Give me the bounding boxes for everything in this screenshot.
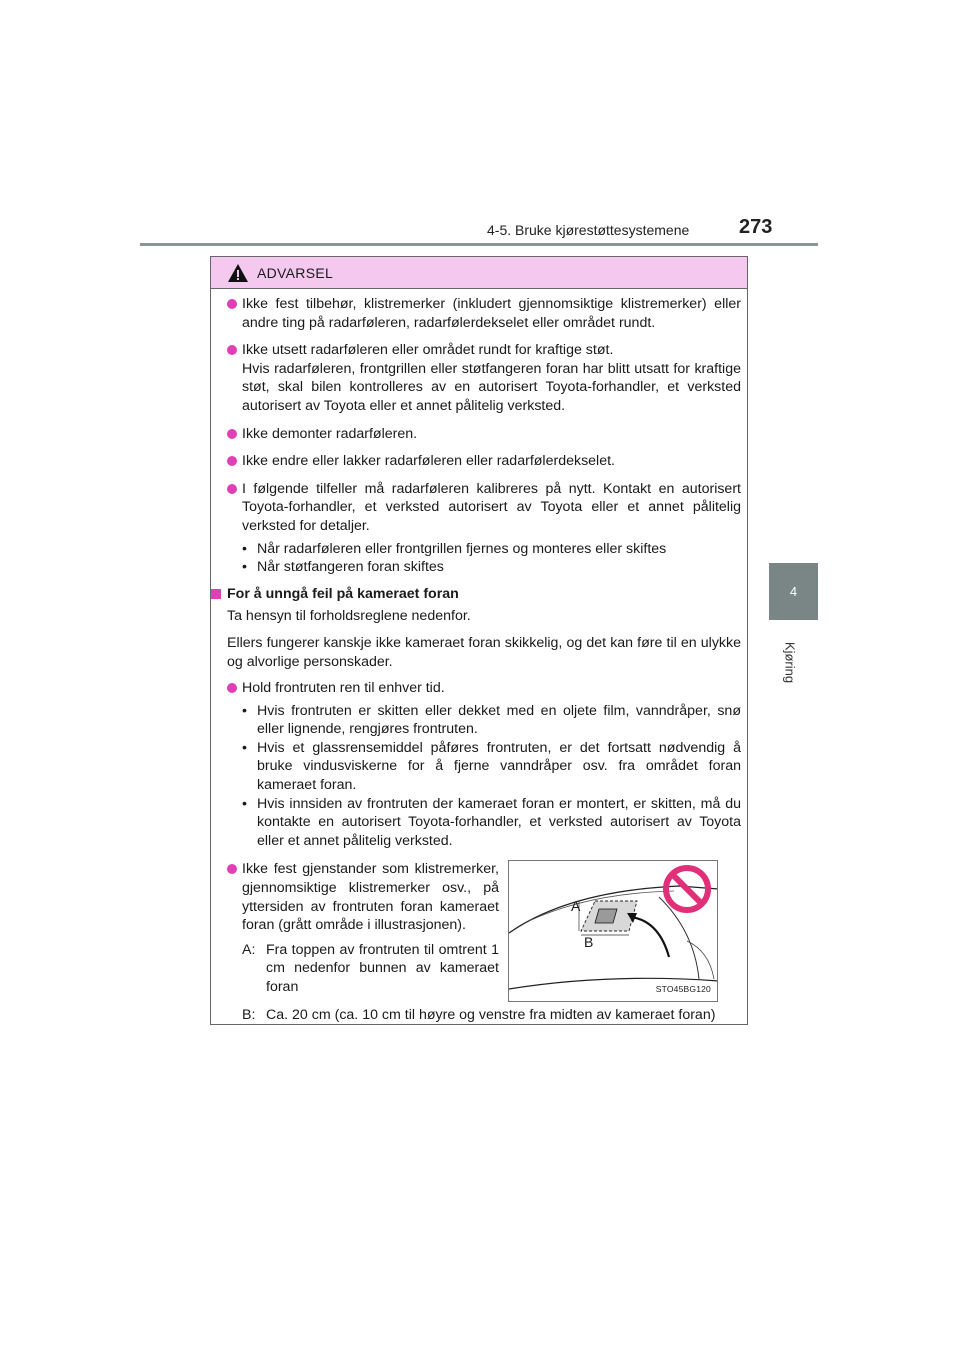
section-paragraph: Ellers fungerer kanskje ikke kameraet foran skikkelig, og det kan føre til en ulykke og alvorlige personskader. bbox=[227, 634, 741, 670]
warning-item: Ikke demonter radarføleren. bbox=[227, 425, 741, 444]
chapter-tab bbox=[769, 563, 818, 620]
bullet-icon bbox=[227, 429, 237, 439]
bullet-icon bbox=[227, 683, 237, 693]
warning-triangle-icon bbox=[227, 263, 249, 283]
chapter-label: Kjøring bbox=[782, 641, 798, 684]
bullet-icon bbox=[227, 456, 237, 466]
definition-a: A: Fra toppen av frontruten til omtrent 1 cm nedenfor bunnen av kameraet foran bbox=[242, 941, 499, 995]
sub-list-item: • Hvis frontruten er skitten eller dekket med en oljete film, vanndråper, snø eller lignende, rengjøres frontruten. bbox=[242, 702, 741, 738]
bullet-icon bbox=[227, 299, 237, 309]
warning-header bbox=[211, 257, 747, 289]
page-number: 273 bbox=[739, 216, 773, 238]
warning-item: Ikke endre eller lakker radarføleren eller radarfølerdekselet. bbox=[227, 452, 741, 471]
warning-item: I følgende tilfeller må radarføleren kalibreres på nytt. Kontakt en autorisert Toyota-forhandler, et verksted autorisert av Toyota eller et annet pålitelig verksted for detaljer. bbox=[227, 480, 741, 536]
figure-code: STO45BG120 bbox=[655, 983, 711, 994]
clean-windshield-item: Hold frontruten ren til enhver tid. bbox=[227, 679, 741, 698]
warning-content bbox=[227, 295, 741, 1025]
warning-title: ADVARSEL bbox=[257, 264, 334, 281]
figure-label-b: B bbox=[584, 934, 594, 951]
bullet-icon bbox=[227, 484, 237, 494]
calibration-sub-list bbox=[227, 540, 741, 577]
sticker-block bbox=[227, 860, 741, 1000]
chapter-number: 4 bbox=[789, 584, 798, 599]
bullet-icon bbox=[227, 345, 237, 355]
warning-box bbox=[210, 256, 748, 1025]
windshield-illustration bbox=[508, 860, 718, 1002]
sub-list-item: • Hvis et glassrensemiddel påføres frontruten, er det fortsatt nødvendig å bruke vindusviskerne for å fjerne vanndråper osv. fra området foran kameraet foran. bbox=[242, 739, 741, 794]
header-divider bbox=[140, 243, 818, 246]
section-paragraph: Ta hensyn til forholdsreglene nedenfor. bbox=[227, 608, 471, 625]
sticker-text bbox=[227, 860, 499, 996]
warning-item: Ikke fest tilbehør, klistremerker (inkludert gjennomsiktige klistremerker) eller andre ting på radarføleren, radarfølerdekselet eller området rundt. bbox=[227, 295, 741, 332]
bullet-icon bbox=[227, 864, 237, 874]
sub-list-item: • Når støtfangeren foran skiftes bbox=[242, 559, 444, 576]
sub-list-item: • Hvis innsiden av frontruten der kameraet foran er montert, er skitten, må du kontakte en autorisert Toyota-forhandler, et verksted autorisert av Toyota eller et annet pålitelig verksted. bbox=[242, 795, 741, 849]
section-square-icon bbox=[211, 589, 221, 599]
sticker-item: Ikke fest gjenstander som klistremerker, gjennomsiktige klistremerker osv., på yttersiden av frontruten foran kameraet foran (grått område i illustrasjonen). bbox=[227, 860, 499, 934]
header-section-title: 4-5. Bruke kjørestøttesystemene bbox=[487, 222, 690, 238]
definition-b: B: Ca. 20 cm (ca. 10 cm til høyre og venstre fra midten av kameraet foran) bbox=[242, 1007, 716, 1024]
warning-item: Ikke utsett radarføleren eller området rundt for kraftige støt. Hvis radarføleren, frontgrillen eller støtfangeren foran har blitt utsatt for kraftige støt, skal bilen kontrolleres av en autorisert Toyota-forhandler, et verksted autorisert av Toyota eller et annet pålitelig verksted. bbox=[227, 341, 741, 415]
sub-list-item: • Når radarføleren eller frontgrillen fjernes og monteres eller skiftes bbox=[242, 540, 667, 557]
clean-sub-list bbox=[227, 702, 741, 851]
figure-label-a: A bbox=[571, 898, 581, 915]
section-title: For å unngå feil på kameraet foran bbox=[227, 585, 741, 604]
